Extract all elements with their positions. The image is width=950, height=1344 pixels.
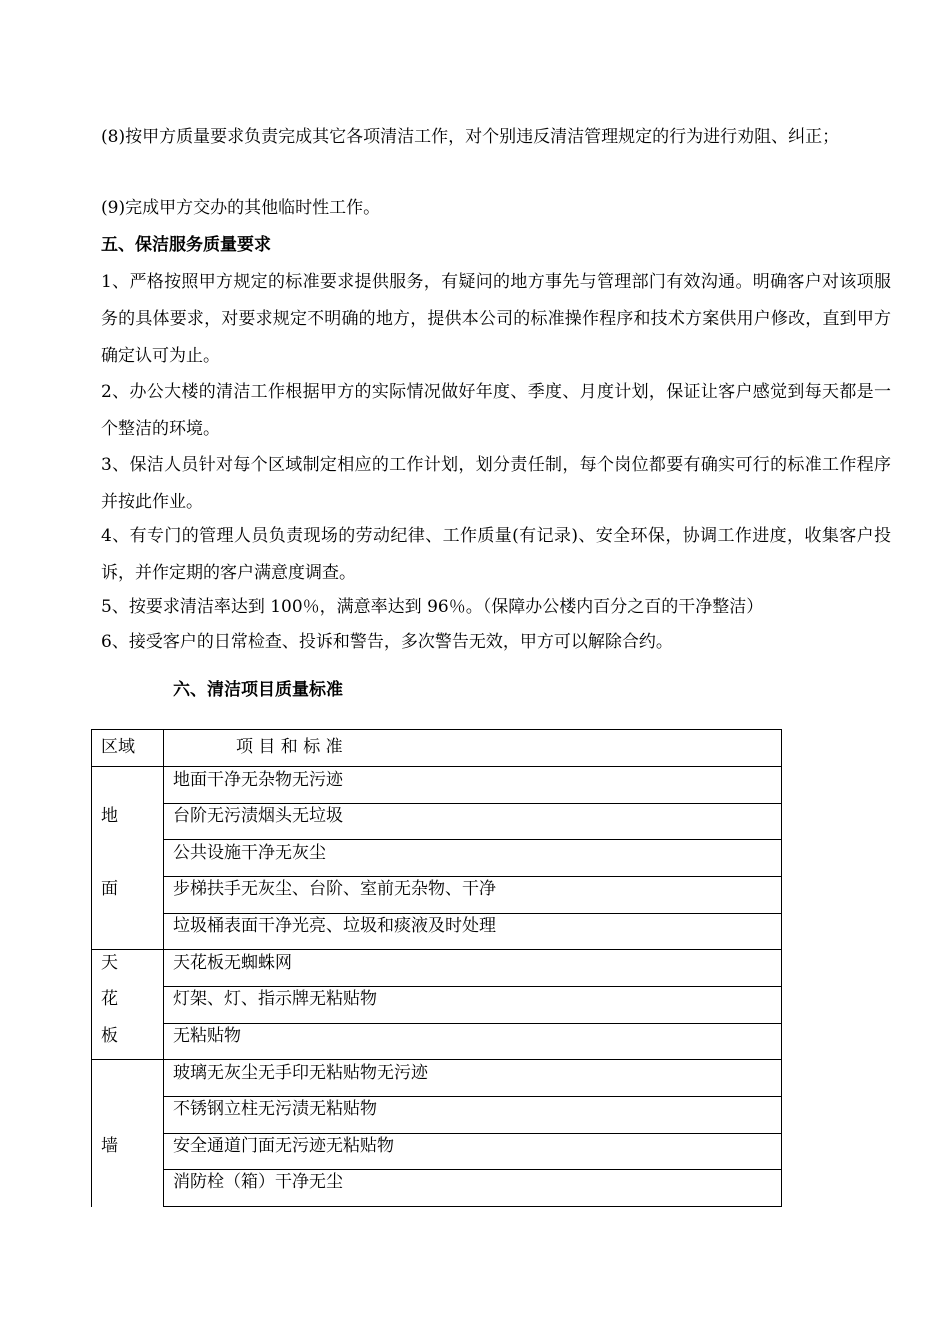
table-border-top: [91, 729, 782, 730]
area-label-char: 地: [101, 806, 118, 826]
table-cell-item: 步梯扶手无灰尘、台阶、室前无杂物、干净: [173, 879, 496, 899]
table-cell-item: 玻璃无灰尘无手印无粘贴物无污迹: [173, 1063, 428, 1083]
requirement-2: 2、办公大楼的清洁工作根据甲方的实际情况做好年度、季度、月度计划，保证让客户感觉到每天都是一个整洁的环境。: [101, 382, 891, 439]
area-label-char: 板: [101, 1026, 118, 1046]
quality-standards-table: [91, 729, 782, 1207]
table-cell-item: 安全通道门面无污迹无粘贴物: [173, 1136, 394, 1156]
table-cell-item: 无粘贴物: [173, 1026, 241, 1046]
requirement-6: 6、接受客户的日常检查、投诉和警告，多次警告无效，甲方可以解除合约。: [101, 632, 673, 652]
requirement-5: 5、按要求清洁率达到 100％，满意率达到 96％。（保障办公楼内百分之百的干净整洁）: [101, 597, 764, 617]
area-label-char: 花: [101, 989, 118, 1009]
table-header-items: 项 目 和 标 准: [236, 737, 343, 757]
table-cell-item: 灯架、灯、指示牌无粘贴物: [173, 989, 377, 1009]
table-cell-item: 不锈钢立柱无污渍无粘贴物: [173, 1099, 377, 1119]
requirement-3: 3、保洁人员针对每个区域制定相应的工作计划，划分责任制，每个岗位都要有确实可行的标准工作程序并按此作业。: [101, 455, 891, 512]
requirement-4: 4、有专门的管理人员负责现场的劳动纪律、工作质量(有记录)、安全环保，协调工作进度，收集客户投诉，并作定期的客户满意度调查。: [101, 526, 891, 583]
table-cell-item: 台阶无污渍烟头无垃圾: [173, 806, 343, 826]
table-cell-item: 公共设施干净无灰尘: [173, 843, 326, 863]
table-column-divider: [163, 729, 164, 1206]
table-border-right: [781, 729, 782, 1206]
table-border-bottom: [163, 1206, 782, 1207]
area-label-char: 天: [101, 953, 118, 973]
table-header-area: 区域: [101, 737, 135, 757]
paragraph-item-9: (9)完成甲方交办的其他临时性工作。: [101, 198, 381, 218]
table-row-divider: [163, 1023, 782, 1024]
table-cell-item: 垃圾桶表面干净光亮、垃圾和痰液及时处理: [173, 916, 496, 936]
table-border-left: [91, 729, 92, 1207]
section-5-heading: 五、保洁服务质量要求: [101, 235, 271, 255]
requirement-1: 1、严格按照甲方规定的标准要求提供服务，有疑问的地方事先与管理部门有效沟通。明确客户对该项服务的具体要求，对要求规定不明确的地方，提供本公司的标准操作程序和技术方案供用户修改，直到甲方确定认可为止。: [101, 272, 891, 366]
paragraph-item-8: (8)按甲方质量要求负责完成其它各项清洁工作，对个别违反清洁管理规定的行为进行劝阻、纠正；: [101, 127, 840, 147]
table-cell-item: 消防栓（箱）干净无尘: [173, 1172, 343, 1192]
table-cell-item: 天花板无蜘蛛网: [173, 953, 292, 973]
area-label-char: 面: [101, 879, 118, 899]
table-cell-item: 地面干净无杂物无污迹: [173, 770, 343, 790]
section-6-heading: 六、清洁项目质量标准: [173, 680, 343, 700]
area-label-char: 墙: [101, 1136, 118, 1156]
